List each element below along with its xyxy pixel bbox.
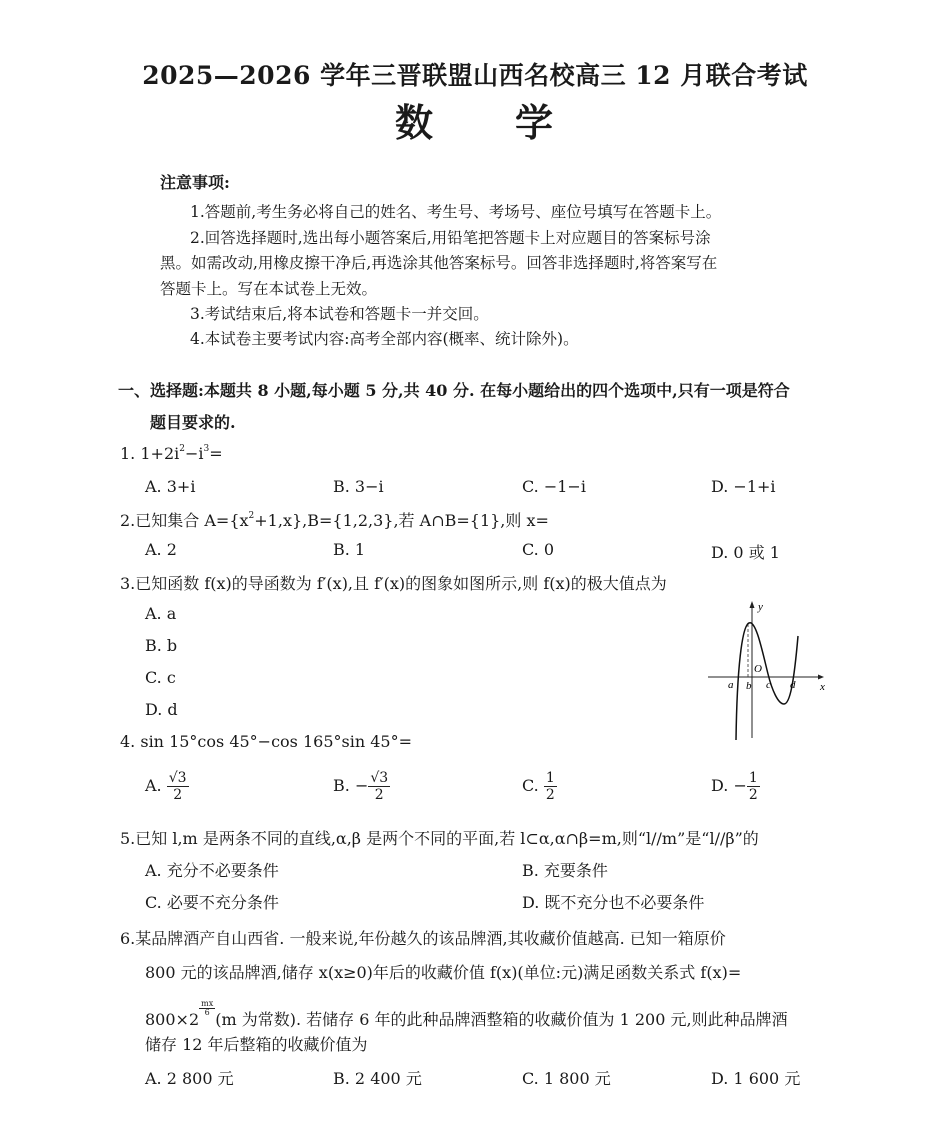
q6-line-1: 6.某品牌酒产自山西省. 一般来说,年份越久的该品牌酒,其收藏价值越高. 已知一箱原价 <box>120 929 726 948</box>
label-x: x <box>820 681 825 693</box>
q4-option-a: A. $\frac{√3}{2}$ <box>145 770 187 803</box>
q3-option-c: C. c <box>145 668 176 687</box>
subject-title <box>0 92 950 147</box>
note-line-4: 答题卡上。写在本试卷上无效。 <box>160 280 378 298</box>
subject-char-1: 数 <box>394 100 435 145</box>
q6-line-3: 800×2 $\frac{mx}{6}$ (m 为常数). 若储存 6 年的此种品牌酒整箱的收藏价值为 1 200 元,则此种品牌酒 <box>145 999 788 1029</box>
note-line-1: 1.答题前,考生务必将自己的姓名、考生号、考场号、座位号填写在答题卡上。 <box>190 203 722 221</box>
q6-option-c: C. 1 800 元 <box>522 1069 611 1088</box>
q3-stem: 3.已知函数 f(x)的导函数为 f′(x),且 f′(x)的图象如图所示,则 f(x)的极大值点为 <box>120 574 667 593</box>
label-a: a <box>728 679 734 691</box>
label-y: y <box>758 601 763 613</box>
note-line-3: 黑。如需改动,用橡皮擦干净后,再选涂其他答案标号。回答非选择题时,将答案写在 <box>160 254 718 272</box>
label-d: d <box>790 679 796 691</box>
exam-title: 2025—2026 学年三晋联盟山西名校高三 12 月联合考试 <box>142 61 808 90</box>
q5-option-b: B. 充要条件 <box>522 861 608 880</box>
subject-char-2: 学 <box>515 100 556 145</box>
q4-option-d: D. − $\frac{1}{2}$ <box>711 770 758 803</box>
q4-option-c: C. $\frac{1}{2}$ <box>522 770 555 803</box>
q3-option-a: A. a <box>145 604 177 623</box>
note-line-5: 3.考试结束后,将本试卷和答题卡一并交回。 <box>190 305 489 323</box>
q1-stem: 1. $1+2i^2-i^3=$ <box>120 444 223 463</box>
q5-stem: 5.已知 l,m 是两条不同的直线,α,β 是两个不同的平面,若 l⊂α,α∩β=m,则“l//m”是“l//β”的 <box>120 829 759 848</box>
q6-option-d: D. 1 600 元 <box>711 1069 801 1088</box>
note-line-6: 4.本试卷主要考试内容:高考全部内容(概率、统计除外)。 <box>190 330 579 348</box>
note-line-2: 2.回答选择题时,选出每小题答案后,用铅笔把答题卡上对应题目的答案标号涂 <box>190 229 711 247</box>
x-axis-arrow <box>818 675 824 680</box>
q6-line-4: 储存 12 年后整箱的收藏价值为 <box>145 1035 368 1054</box>
q6-option-b: B. 2 400 元 <box>333 1069 422 1088</box>
q5-option-a: A. 充分不必要条件 <box>145 861 279 880</box>
q3-option-d: D. d <box>145 700 178 719</box>
section-heading-line1: 一、选择题:本题共 8 小题,每小题 5 分,共 40 分. 在每小题给出的四个选项中,只有一项是符合 <box>118 381 790 400</box>
q2-option-b: B. 1 <box>333 540 366 559</box>
q2-option-d: D. 0 或 1 <box>711 543 780 562</box>
q5-option-c: C. 必要不充分条件 <box>145 893 279 912</box>
q1-option-b: B. 3−i <box>333 477 384 496</box>
label-origin: O <box>754 663 762 675</box>
q1-option-c: C. −1−i <box>522 477 586 496</box>
q4-stem: 4. sin 15°cos 45°−cos 165°sin 45°= <box>120 732 412 751</box>
q2-option-c: C. 0 <box>522 540 555 559</box>
notes-heading: 注意事项: <box>160 173 230 192</box>
q2-stem: 2.已知集合 $A=\{x^2+1,x\},B=\{1,2,3\}$,若 A∩B={1},则 x= <box>120 511 549 530</box>
derivative-graph <box>706 598 830 740</box>
q2-option-a: A. 2 <box>145 540 177 559</box>
label-b: b <box>746 680 752 692</box>
q6-line-2: 800 元的该品牌酒,储存 x(x≥0)年后的收藏价值 f(x)(单位:元)满足函数关系式 f(x)= <box>145 963 742 982</box>
label-c: c <box>766 679 771 691</box>
q4-option-b: B. − $\frac{√3}{2}$ <box>333 770 389 803</box>
q3-option-b: B. b <box>145 636 178 655</box>
q1-option-a: A. 3+i <box>145 477 196 496</box>
q5-option-d: D. 既不充分也不必要条件 <box>522 893 705 912</box>
section-heading-line2: 题目要求的. <box>150 413 236 432</box>
q1-option-d: D. −1+i <box>711 477 776 496</box>
y-axis-arrow <box>750 601 755 608</box>
q6-option-a: A. 2 800 元 <box>145 1069 234 1088</box>
